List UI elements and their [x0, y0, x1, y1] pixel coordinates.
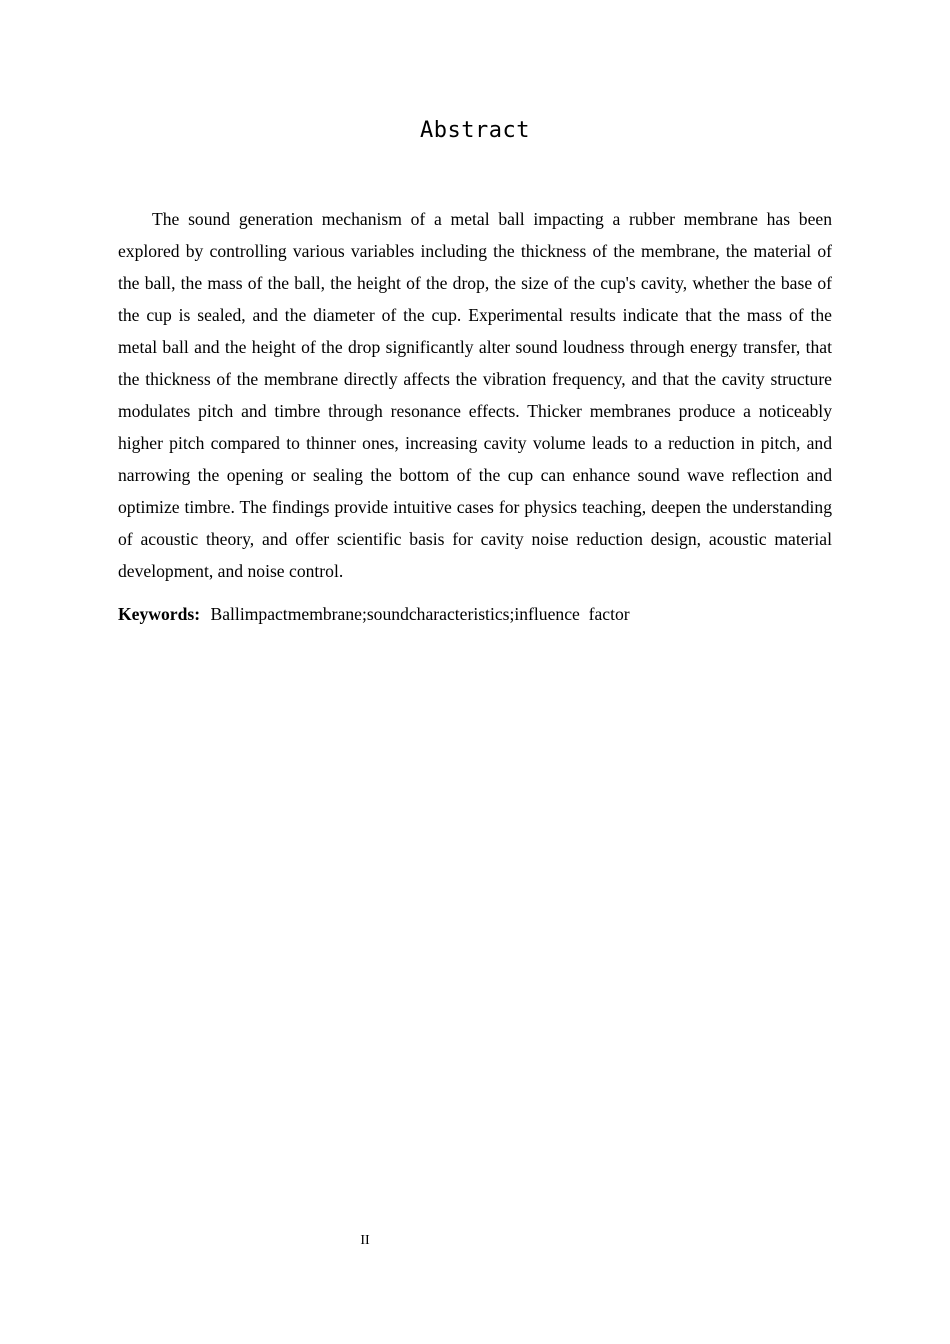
abstract-paragraph: The sound generation mechanism of a metal ball impacting a rubber membrane has been explored by controlling various variables including the thickness of the membrane, the material of the ball, the mass of the ball, the height of the drop, the size of the cup's cavity, whether the base of the cup is sealed, and the diameter of the cup. Experimental results indicate that the mass of the metal ball and the height of the drop significantly alter sound loudness through energy transfer, that the thickness of the membrane directly affects the vibration frequency, and that the cavity structure modulates pitch and timbre through resonance effects. Thicker membranes produce a noticeably higher pitch compared to thinner ones, increasing cavity volume leads to a reduction in pitch, and narrowing the opening or sealing the bottom of the cup can enhance sound wave reflection and optimize timbre. The findings provide intuitive cases for physics teaching, deepen the understanding of acoustic theory, and offer scientific basis for cavity noise reduction design, acoustic material development, and noise control.	[118, 209, 832, 581]
keywords-label: Keywords:	[118, 604, 201, 624]
keywords-line	[118, 598, 832, 630]
keywords-value: Ballimpactmembrane;soundcharacteristics;influence factor	[210, 604, 630, 624]
abstract-title: Abstract	[420, 118, 530, 143]
page-number: II	[360, 1233, 370, 1248]
